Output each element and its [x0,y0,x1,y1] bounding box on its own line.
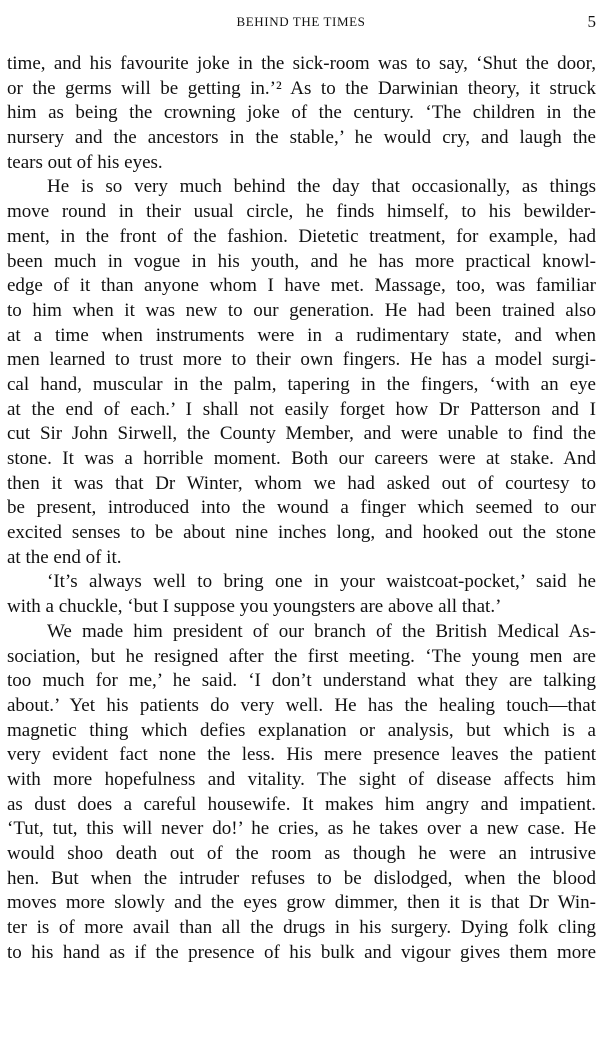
text-line: at the end of it. [7,546,122,568]
text-line: magnetic thing which defies explanation or analysis, but which is a [7,719,596,741]
text-line: cal hand, muscular in the palm, tapering in the fingers, ‘with an eye [7,373,596,395]
text-line: tears out of his eyes. [7,151,163,173]
text-line: been much in vogue in his youth, and he has more practical knowl- [7,250,596,272]
text-line: with more hopefulness and vitality. The sight of disease affects him [7,768,596,790]
text-line: time, and his favourite joke in the sick-room was to say, ‘Shut the door, [7,53,596,74]
text-line: stone. It was a horrible moment. Both our careers were at stake. And [7,448,596,469]
text-line: ment, in the front of the fashion. Dietetic treatment, for example, had [7,225,596,247]
text-line: then it was that Dr Winter, whom we had asked out of courtesy to [7,472,596,494]
text-line: to his hand as if the presence of his bulk and vigour gives them more [7,941,596,963]
text-line: or the germs will be getting in.’² As to the Darwinian theory, it struck [7,77,596,99]
text-line: to him when it was new to our generation. He had been trained also [7,299,596,321]
text-line: sociation, but he resigned after the first meeting. ‘The young men are [7,645,596,667]
text-line: ‘It’s always well to bring one in your waistcoat-pocket,’ said he [47,571,596,593]
text-line: at the end of each.’ I shall not easily forget how Dr Patterson and I [7,398,596,420]
text-line: be present, introduced into the wound a finger which seemed to our [7,497,596,519]
text-line: move round in their usual circle, he finds himself, to his bewilder- [7,201,596,223]
body-text [7,52,596,965]
text-line: ter is of more avail than all the drugs in his surgery. Dying folk cling [7,917,596,939]
text-line: moves more slowly and the eyes grow dimmer, then it is that Dr Win- [7,892,596,914]
text-line: as dust does a careful housewife. It makes him angry and impatient. [7,793,596,815]
text-line: excited senses to be about nine inches long, and hooked out the stone [7,522,596,544]
text-line: nursery and the ancestors in the stable,’ he would cry, and laugh the [7,127,596,149]
text-line: hen. But when the intruder refuses to be dislodged, when the blood [7,867,596,889]
text-line: We made him president of our branch of the British Medical As- [47,620,596,642]
text-line: would shoo death out of the room as though he were an intrusive [7,843,596,864]
text-line: men learned to trust more to their own fingers. He has a model surgi- [7,349,596,371]
text-line: He is so very much behind the day that occasionally, as things [47,176,596,198]
text-line: ‘Tut, tut, this will never do!’ he cries, as he takes over a new case. He [7,818,596,840]
text-line: cut Sir John Sirwell, the County Member, and were unable to find the [7,423,596,445]
running-head: BEHIND THE TIMES [236,14,366,29]
text-line: him as being the crowning joke of the century. ‘The children in the [7,102,596,124]
text-line: very evident fact none the less. His mere presence leaves the patient [7,744,596,766]
page-number: 5 [587,12,596,31]
text-line: about.’ Yet his patients do very well. He has the healing touch—that [7,694,596,716]
text-line: too much for me,’ he said. ‘I don’t understand what they are talking [7,670,596,692]
text-line: with a chuckle, ‘but I suppose you youngsters are above all that.’ [7,596,502,618]
text-line: edge of it than anyone whom I have met. Massage, too, was familiar [7,275,596,297]
text-line: at a time when instruments were in a rudimentary state, and when [7,324,596,346]
page-header [6,10,596,34]
